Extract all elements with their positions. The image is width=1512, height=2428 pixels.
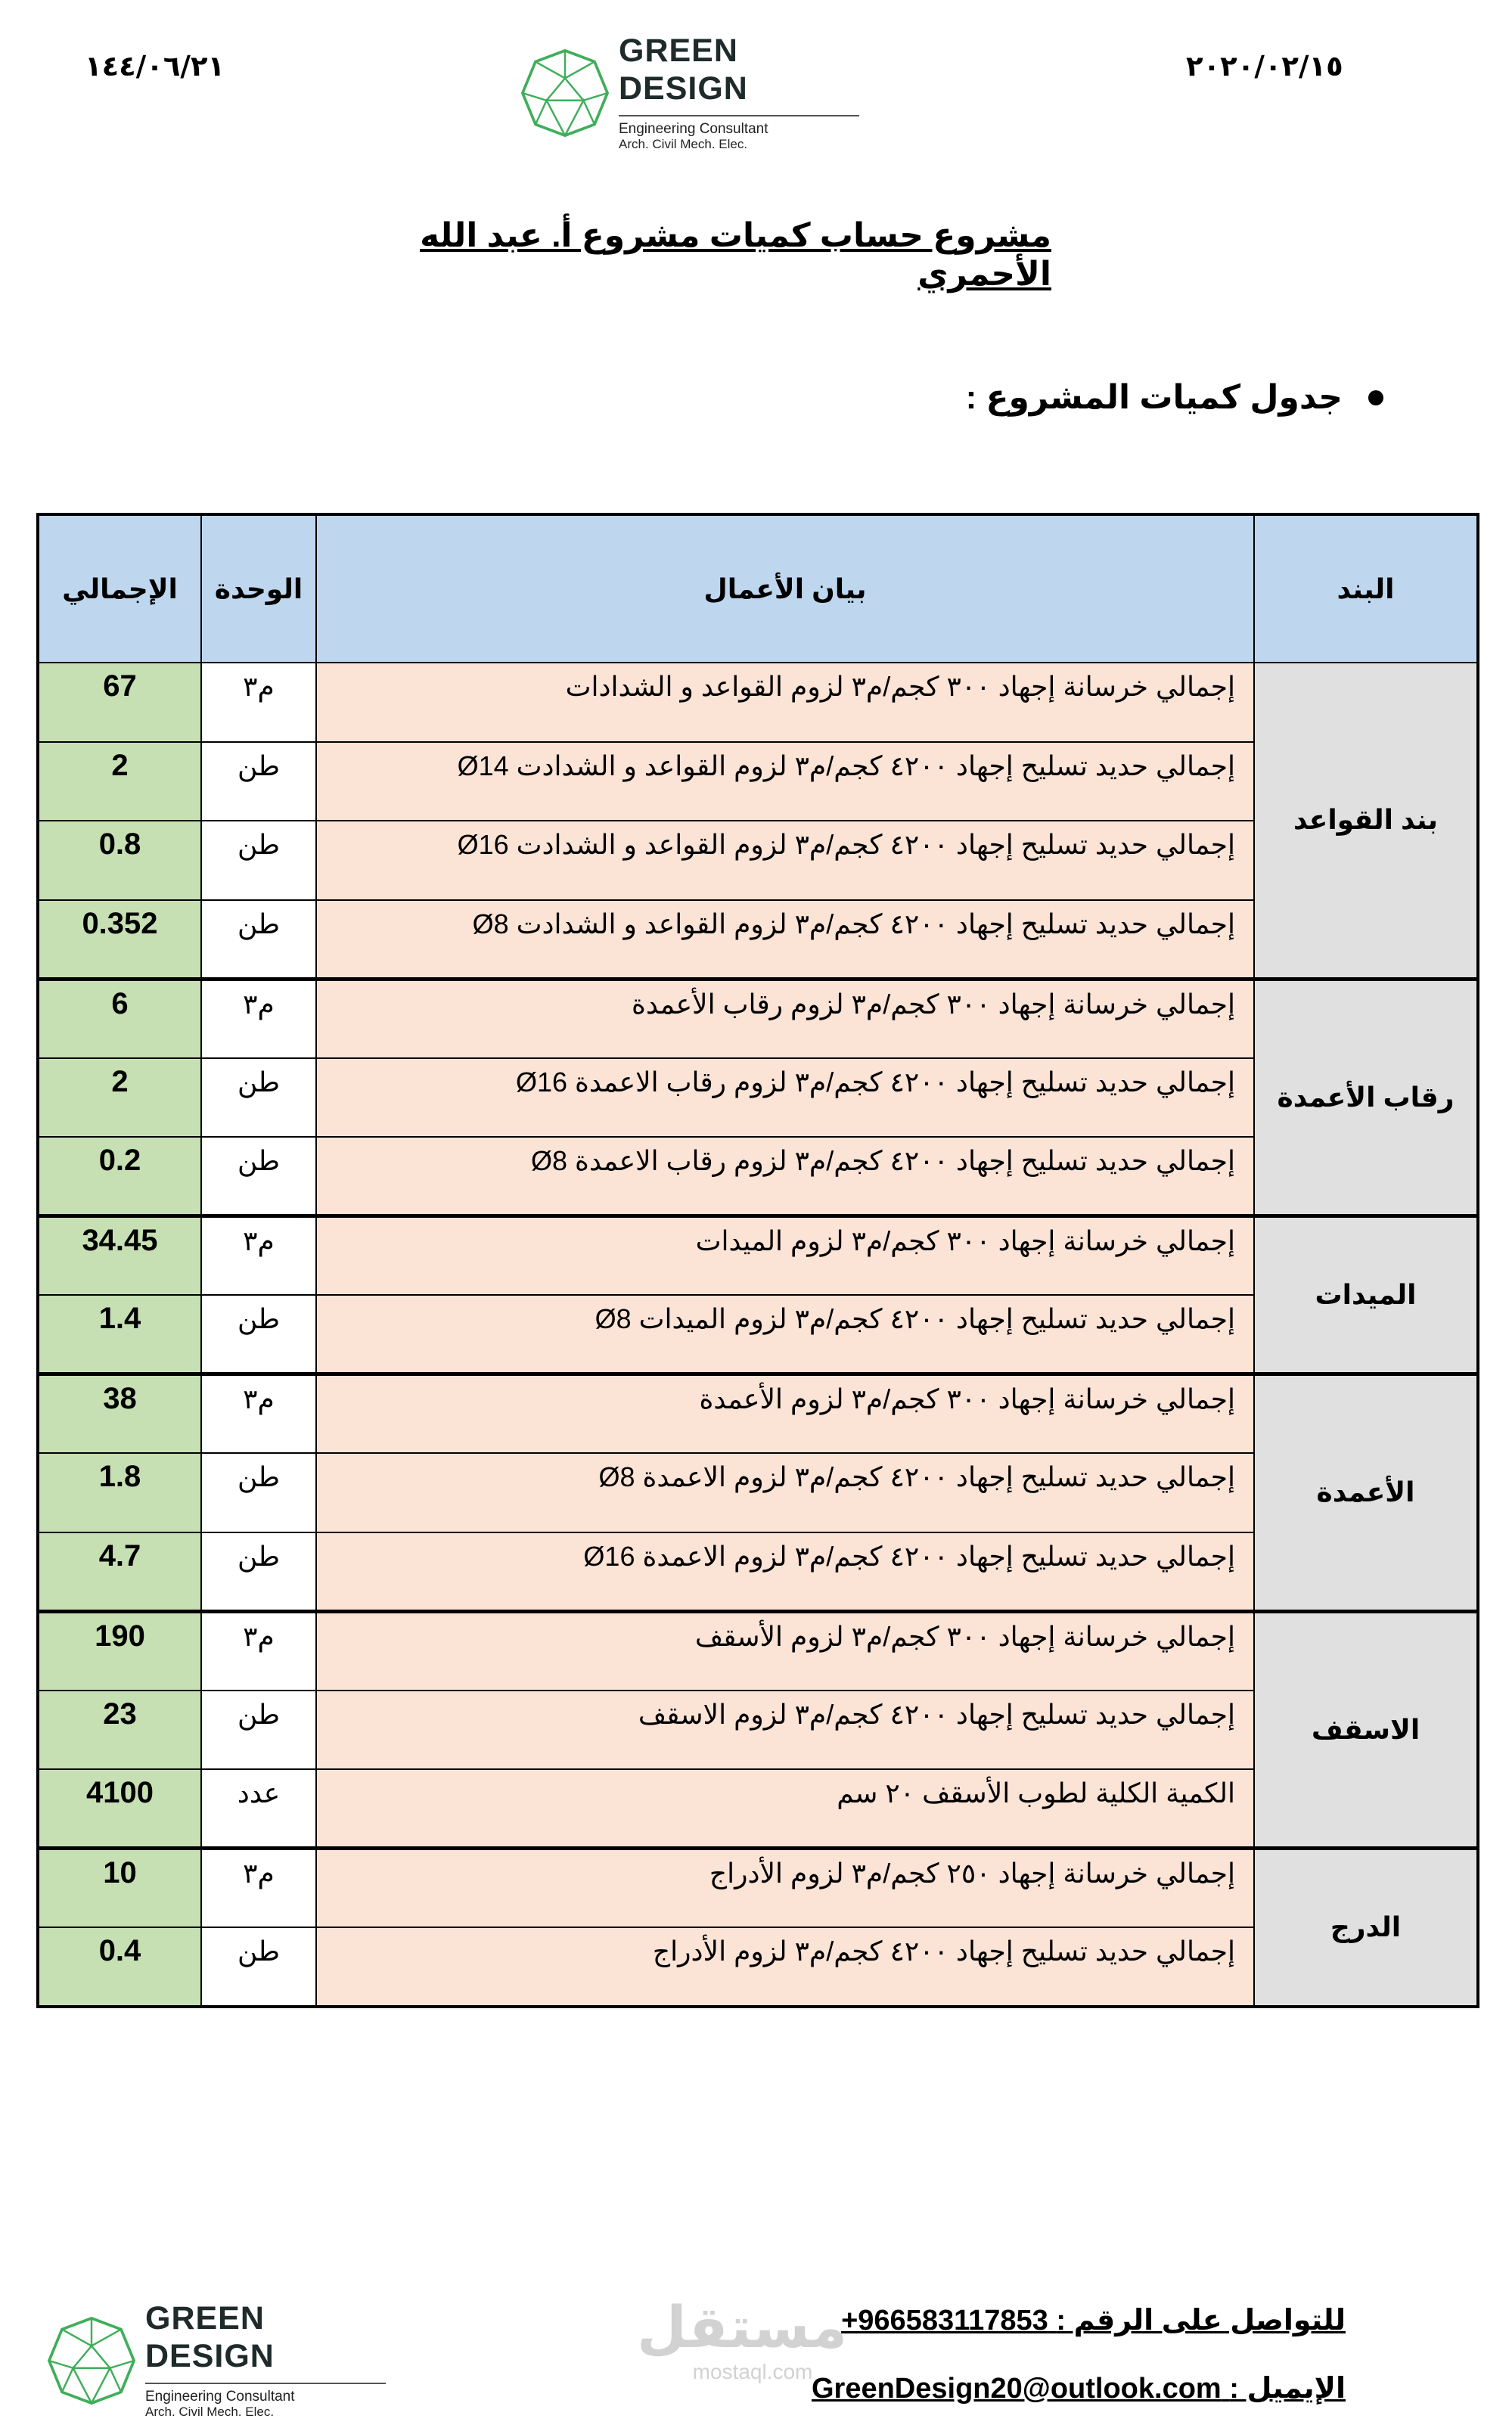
total-cell: 0.8 (38, 821, 201, 900)
company-logo (519, 32, 859, 151)
phone-number[interactable]: +966583117853 (841, 2305, 1048, 2336)
total-cell: 4.7 (38, 1532, 201, 1612)
unit-cell: طن (201, 1532, 316, 1612)
watermark-domain: mostaql.com (692, 2360, 813, 2383)
unit-cell: طن (201, 1058, 316, 1138)
email-label: الإيميل : (1229, 2373, 1346, 2405)
total-cell: 0.4 (38, 1927, 201, 2007)
logo-subtitle: Engineering Consultant (145, 2389, 295, 2405)
unit-cell: م٣ (201, 1216, 316, 1296)
total-cell: 6 (38, 979, 201, 1058)
description-cell: إجمالي حديد تسليح إجهاد ٤٢٠٠ كجم/م٣ لزوم الاعمدة Ø16 (316, 1532, 1254, 1612)
total-cell: 67 (38, 663, 201, 742)
table-body (38, 663, 1478, 2007)
table-row (38, 1216, 1478, 1296)
quantities-table (36, 513, 1479, 2008)
total-cell: 1.4 (38, 1295, 201, 1374)
unit-cell: م٣ (201, 1374, 316, 1454)
unit-cell: م٣ (201, 1611, 316, 1691)
description-cell: إجمالي حديد تسليح إجهاد ٤٢٠٠ كجم/م٣ لزوم الميدات Ø8 (316, 1295, 1254, 1374)
description-cell: إجمالي حديد تسليح إجهاد ٤٢٠٠ كجم/م٣ لزوم القواعد و الشدادت Ø8 (316, 900, 1254, 980)
polygon-logo-icon (45, 2315, 138, 2407)
header-item: البند (1254, 514, 1478, 663)
description-cell: إجمالي خرسانة إجهاد ٢٥٠ كجم/م٣ لزوم الأدراج (316, 1849, 1254, 1928)
unit-cell: طن (201, 1137, 316, 1216)
table-row (38, 1849, 1478, 1928)
logo-divider (619, 115, 859, 116)
phone-label: للتواصل على الرقم : (1056, 2305, 1346, 2336)
category-cell: الأعمدة (1254, 1374, 1478, 1612)
total-cell: 10 (38, 1849, 201, 1928)
section-heading (966, 378, 1383, 417)
logo-disciplines: Arch. Civil Mech. Elec. (145, 2405, 275, 2419)
header-description: بيان الأعمال (316, 514, 1254, 663)
unit-cell: م٣ (201, 979, 316, 1058)
table-row (38, 1374, 1478, 1454)
email-address[interactable]: GreenDesign20@outlook.com (811, 2373, 1222, 2405)
total-cell: 4100 (38, 1769, 201, 1849)
section-heading-text: جدول كميات المشروع : (965, 379, 1343, 416)
description-cell: إجمالي خرسانة إجهاد ٣٠٠ كجم/م٣ لزوم الأعمدة (316, 1374, 1254, 1454)
description-cell: إجمالي حديد تسليح إجهاد ٤٢٠٠ كجم/م٣ لزوم الاسقف (316, 1691, 1254, 1770)
description-cell: إجمالي خرسانة إجهاد ٣٠٠ كجم/م٣ لزوم رقاب الأعمدة (316, 979, 1254, 1058)
description-cell: إجمالي حديد تسليح إجهاد ٤٢٠٠ كجم/م٣ لزوم رقاب الاعمدة Ø16 (316, 1058, 1254, 1138)
description-cell: إجمالي خرسانة إجهاد ٣٠٠ كجم/م٣ لزوم القواعد و الشدادات (316, 663, 1254, 742)
unit-cell: طن (201, 742, 316, 821)
total-cell: 2 (38, 742, 201, 821)
table-row (38, 1611, 1478, 1691)
header-total: الإجمالي (38, 514, 201, 663)
logo-line2: DESIGN (145, 2338, 275, 2374)
description-cell: إجمالي حديد تسليح إجهاد ٤٢٠٠ كجم/م٣ لزوم القواعد و الشدادت Ø16 (316, 821, 1254, 900)
total-cell: 190 (38, 1611, 201, 1691)
unit-cell: طن (201, 1927, 316, 2007)
unit-cell: طن (201, 900, 316, 980)
description-cell: إجمالي خرسانة إجهاد ٣٠٠ كجم/م٣ لزوم الأسقف (316, 1611, 1254, 1691)
logo-subtitle: Engineering Consultant (619, 121, 768, 137)
unit-cell: م٣ (201, 1849, 316, 1928)
footer-logo (45, 2299, 386, 2419)
unit-cell: طن (201, 1453, 316, 1532)
unit-cell: م٣ (201, 663, 316, 742)
unit-cell: طن (201, 821, 316, 900)
header-unit: الوحدة (201, 514, 316, 663)
total-cell: 23 (38, 1691, 201, 1770)
logo-line1: GREEN (619, 33, 738, 69)
category-cell: بند القواعد (1254, 663, 1478, 979)
table-row (38, 979, 1478, 1058)
mostaql-watermark (637, 2296, 847, 2383)
total-cell: 0.2 (38, 1137, 201, 1216)
logo-line2: DESIGN (619, 70, 748, 107)
logo-divider (145, 2383, 386, 2384)
total-cell: 34.45 (38, 1216, 201, 1296)
table-row (38, 663, 1478, 742)
contact-email (812, 2371, 1346, 2405)
description-cell: إجمالي حديد تسليح إجهاد ٤٢٠٠ كجم/م٣ لزوم رقاب الاعمدة Ø8 (316, 1137, 1254, 1216)
total-cell: 2 (38, 1058, 201, 1138)
total-cell: 0.352 (38, 900, 201, 980)
project-title: مشروع حساب كميات مشروع أ. عبد الله الأحمري (420, 217, 1051, 293)
description-cell: إجمالي خرسانة إجهاد ٣٠٠ كجم/م٣ لزوم الميدات (316, 1216, 1254, 1296)
total-cell: 38 (38, 1374, 201, 1454)
hijri-date: ١٤٤/٠٦/٢١ (85, 50, 225, 82)
logo-line1: GREEN (145, 2300, 265, 2336)
unit-cell: طن (201, 1295, 316, 1374)
category-cell: رقاب الأعمدة (1254, 979, 1478, 1216)
description-cell: إجمالي حديد تسليح إجهاد ٤٢٠٠ كجم/م٣ لزوم القواعد و الشدادت Ø14 (316, 742, 1254, 821)
description-cell: إجمالي حديد تسليح إجهاد ٤٢٠٠ كجم/م٣ لزوم الأدراج (316, 1927, 1254, 2007)
unit-cell: طن (201, 1691, 316, 1770)
category-cell: الميدات (1254, 1216, 1478, 1374)
logo-disciplines: Arch. Civil Mech. Elec. (619, 137, 748, 151)
watermark-arabic: مستقل (637, 2296, 847, 2360)
gregorian-date: ٢٠٢٠/٠٢/١٥ (1186, 50, 1343, 82)
description-cell: إجمالي حديد تسليح إجهاد ٤٢٠٠ كجم/م٣ لزوم الاعمدة Ø8 (316, 1453, 1254, 1532)
category-cell: الاسقف (1254, 1611, 1478, 1849)
category-cell: الدرج (1254, 1849, 1478, 2007)
table-header-row (38, 514, 1478, 663)
polygon-logo-icon (519, 47, 611, 139)
contact-phone (841, 2303, 1346, 2337)
unit-cell: عدد (201, 1769, 316, 1849)
description-cell: الكمية الكلية لطوب الأسقف ٢٠ سم (316, 1769, 1254, 1849)
bullet-icon (1368, 390, 1383, 405)
total-cell: 1.8 (38, 1453, 201, 1532)
